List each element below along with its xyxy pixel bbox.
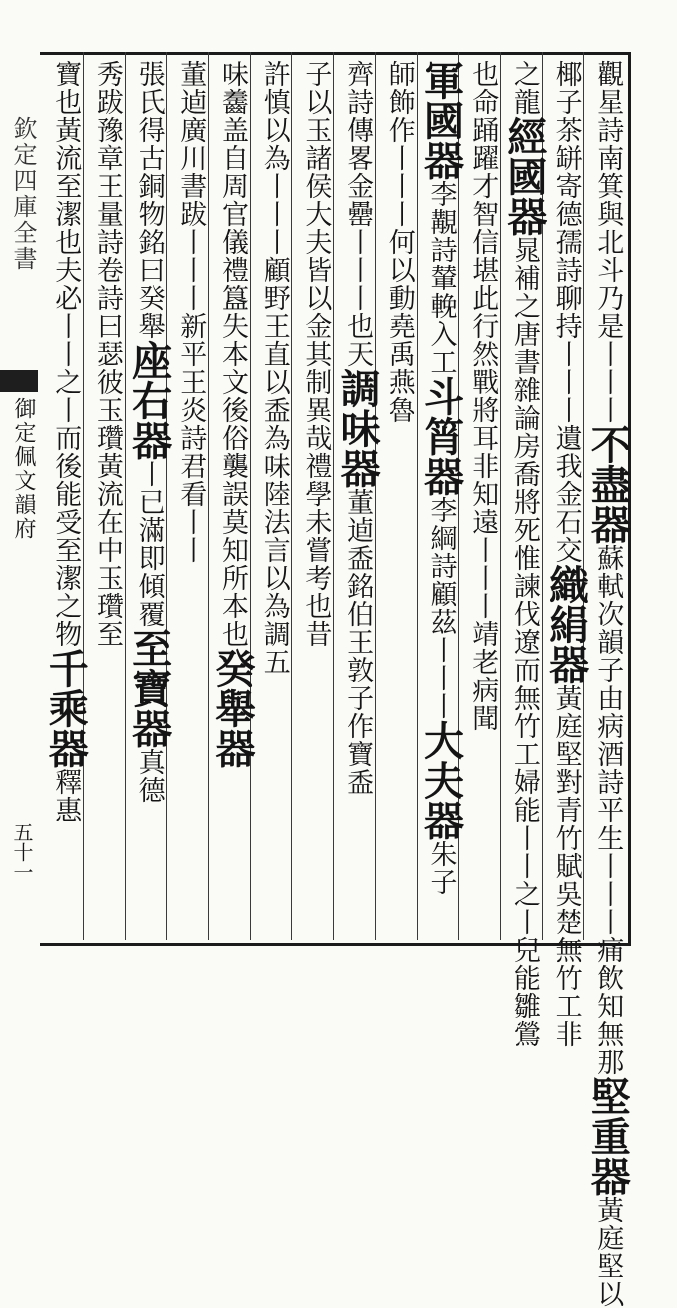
entry-headword: 千乘器 — [42, 648, 90, 768]
entry-text: 靖老病聞 — [467, 620, 499, 732]
text-column — [500, 60, 548, 1048]
book-title: 御定佩文韻府 — [11, 397, 36, 541]
entry-text: 朱子 — [425, 840, 457, 896]
text-column — [251, 60, 297, 932]
fish-tail-mark — [0, 370, 38, 392]
text-column — [167, 60, 213, 932]
text-column — [126, 60, 172, 932]
entry-text: 董逌廣川書跋丨丨丨新平 — [175, 60, 207, 368]
text-column — [42, 60, 88, 932]
text-column — [334, 60, 380, 932]
entry-headword: 癸舉器 — [209, 648, 256, 768]
entry-text: 王炎詩君看丨丨 — [175, 368, 207, 564]
text-column — [418, 60, 464, 932]
entry-text: 之龍 — [508, 60, 540, 116]
entry-text: 張氏得古銅物銘曰癸舉 — [133, 60, 165, 340]
text-column — [459, 60, 505, 932]
page-number: 五十一 — [10, 822, 34, 882]
entry-headword: 座右器 — [125, 340, 173, 460]
entry-text: 無竹工婦能丨丨之丨兒能雛鶯 — [508, 684, 540, 1048]
text-column — [542, 60, 590, 1048]
entry-text: 五 — [258, 648, 290, 676]
entry-headword: 斗筲器 — [417, 376, 465, 496]
entry-text: 齊詩傳畧金罍丨丨丨也天 — [342, 60, 374, 368]
page-margin — [0, 52, 38, 940]
entry-text: 真德 — [133, 748, 165, 804]
entry-headword: 堅重器 — [584, 1076, 632, 1196]
entry-text: 黃庭堅以 — [592, 1196, 624, 1308]
entry-text: 命踊躍才智信堪此行然戰將耳非知遠丨丨丨 — [467, 88, 499, 620]
entry-text: 子以玉諸侯大夫皆以金 — [300, 60, 332, 340]
text-column — [84, 60, 130, 932]
collection-title: 欽定四庫全書 — [9, 116, 37, 272]
entry-headword: 大夫器 — [417, 720, 465, 840]
entry-text: 其制異哉禮學未嘗考也昔 — [300, 340, 332, 648]
text-column — [376, 60, 422, 932]
entry-text: 李綱詩顧茲丨丨丨 — [425, 496, 457, 720]
entry-text: 寶也黃流至潔也夫必丨丨之丨而後能受至潔之物 — [50, 60, 82, 648]
entry-text: 秀跋豫章王量詩卷詩曰瑟彼玉瓚黃流在中玉瓚至 — [91, 60, 123, 648]
text-column — [292, 60, 338, 932]
entry-headword: 至寶器 — [125, 628, 173, 748]
entry-text: 何以動堯禹 — [383, 228, 415, 368]
entry-text: 蘇軾次韻子由病酒詩平生丨丨丨痛飲知無那 — [592, 544, 624, 1076]
text-column — [209, 60, 255, 932]
entry-headword: 調味器 — [334, 368, 382, 488]
entry-text: 椰子茶缾寄德孺詩聊持丨丨丨遺我金石交 — [550, 60, 582, 564]
entry-text: 李覯詩輦輓入工 — [425, 180, 457, 376]
entry-headword: 軍國器 — [417, 60, 465, 180]
entry-text: 釋惠 — [50, 768, 82, 824]
entry-headword: 經國器 — [500, 116, 548, 236]
entry-headword: 不盡器 — [584, 424, 632, 544]
entry-text: 董逌盉銘伯王敦子作寶盉 — [342, 488, 374, 796]
entry-text: 也 — [467, 60, 499, 88]
entry-text: 許慎以為丨丨丨顧野王直以盉為味陸法言以為調 — [258, 60, 290, 648]
entry-text: 燕魯 — [383, 368, 415, 424]
entry-text: 丨已滿即傾覆 — [133, 460, 165, 628]
entry-text: 觀星詩南箕與北斗乃是丨丨丨 — [592, 60, 624, 424]
entry-text: 師飾作丨丨丨 — [383, 60, 415, 228]
entry-headword: 織絹器 — [542, 564, 590, 684]
text-column — [584, 60, 632, 1308]
entry-text: 味齹盖自周官儀禮簋失本文後俗襲誤莫知所本也 — [217, 60, 248, 648]
entry-text: 黃庭堅對青竹賦吳楚無竹工非 — [550, 684, 582, 1048]
entry-text: 晁補之唐書雜論房喬將死惟諫伐遼而 — [508, 236, 540, 684]
